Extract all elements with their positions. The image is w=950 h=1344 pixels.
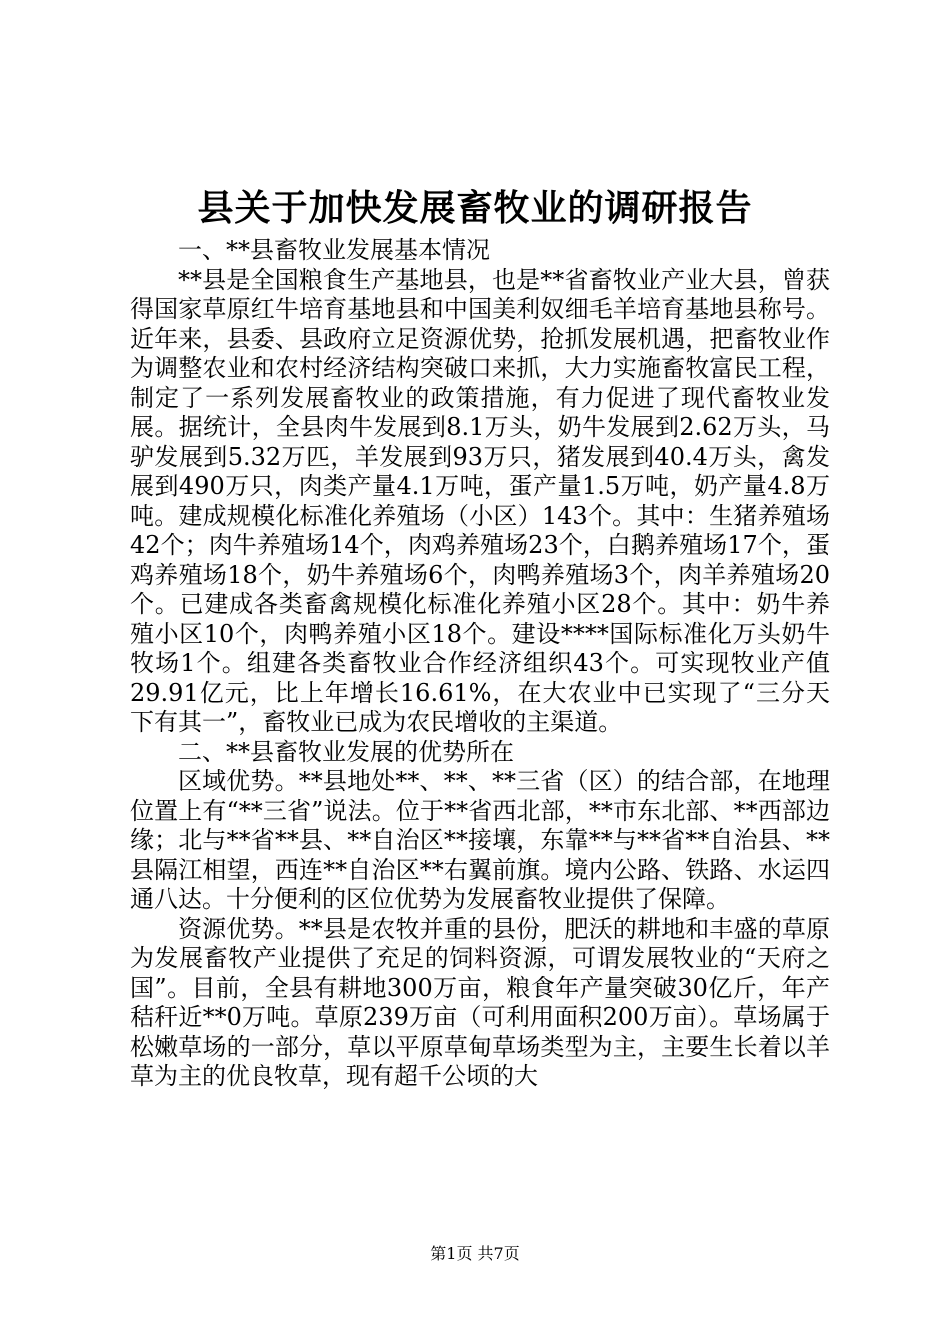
document-title: 县关于加快发展畜牧业的调研报告 [197,187,753,229]
document-body [130,236,830,1092]
paragraph: **县是全国粮食生产基地县，也是**省畜牧业产业大县，曾获得国家草原红牛培育基地县和中国美利奴细毛羊培育基地县称号。近年来，县委、县政府立足资源优势，抢抓发展机遇，把畜牧业作为调整农业和农村经济结构突破口来抓，大力实施畜牧富民工程，制定了一系列发展畜牧业的政策措施，有力促进了现代畜牧业发展。据统计，全县肉牛发展到8.1万头，奶牛发展到2.62万头，马驴发展到5.32万匹，羊发展到93万只，猪发展到40.4万头，禽发展到490万只，肉类产量4.1万吨，蛋产量1.5万吨，奶产量4.8万吨。建成规模化标准化养殖场（小区）143个。其中：生猪养殖场42个；肉牛养殖场14个，肉鸡养殖场23个，白鹅养殖场17个，蛋鸡养殖场18个，奶牛养殖场6个，肉鸭养殖场3个，肉羊养殖场20个。已建成各类畜禽规模化标准化养殖小区28个。其中：奶牛养殖小区10个，肉鸭养殖小区18个。建设****国际标准化万头奶牛牧场1个。组建各类畜牧业合作经济组织43个。可实现牧业产值29.91亿元，比上年增长16.61%，在大农业中已实现了“三分天下有其一”，畜牧业已成为农民增收的主渠道。 [130,265,830,736]
section-heading: 二、**县畜牧业发展的优势所在 [178,737,514,766]
paragraph: 资源优势。**县是农牧并重的县份，肥沃的耕地和丰盛的草原为发展畜牧产业提供了充足的饲料资源，可谓发展牧业的“天府之国”。目前，全县有耕地300万亩，粮食年产量突破30亿斤，年产秸秆近**0万吨。草原239万亩（可利用面积200万亩）。草场属于松嫩草场的一部分，草以平原草甸草场类型为主，主要生长着以羊草为主的优良牧草，现有超千公顷的大 [130,914,830,1090]
page-number: 第1页 共7页 [430,1244,520,1263]
paragraph: 区域优势。**县地处**、**、**三省（区）的结合部，在地理位置上有“**三省”说法。位于**省西北部，**市东北部、**西部边缘；北与**省**县、**自治区**接壤，东靠**与**省**自治县、**县隔江相望，西连**自治区**右翼前旗。境内公路、铁路、水运四通八达。十分便利的区位优势为发展畜牧业提供了保障。 [130,767,830,913]
page-footer [0,1244,950,1264]
section-heading: 一、**县畜牧业发展基本情况 [178,236,490,264]
